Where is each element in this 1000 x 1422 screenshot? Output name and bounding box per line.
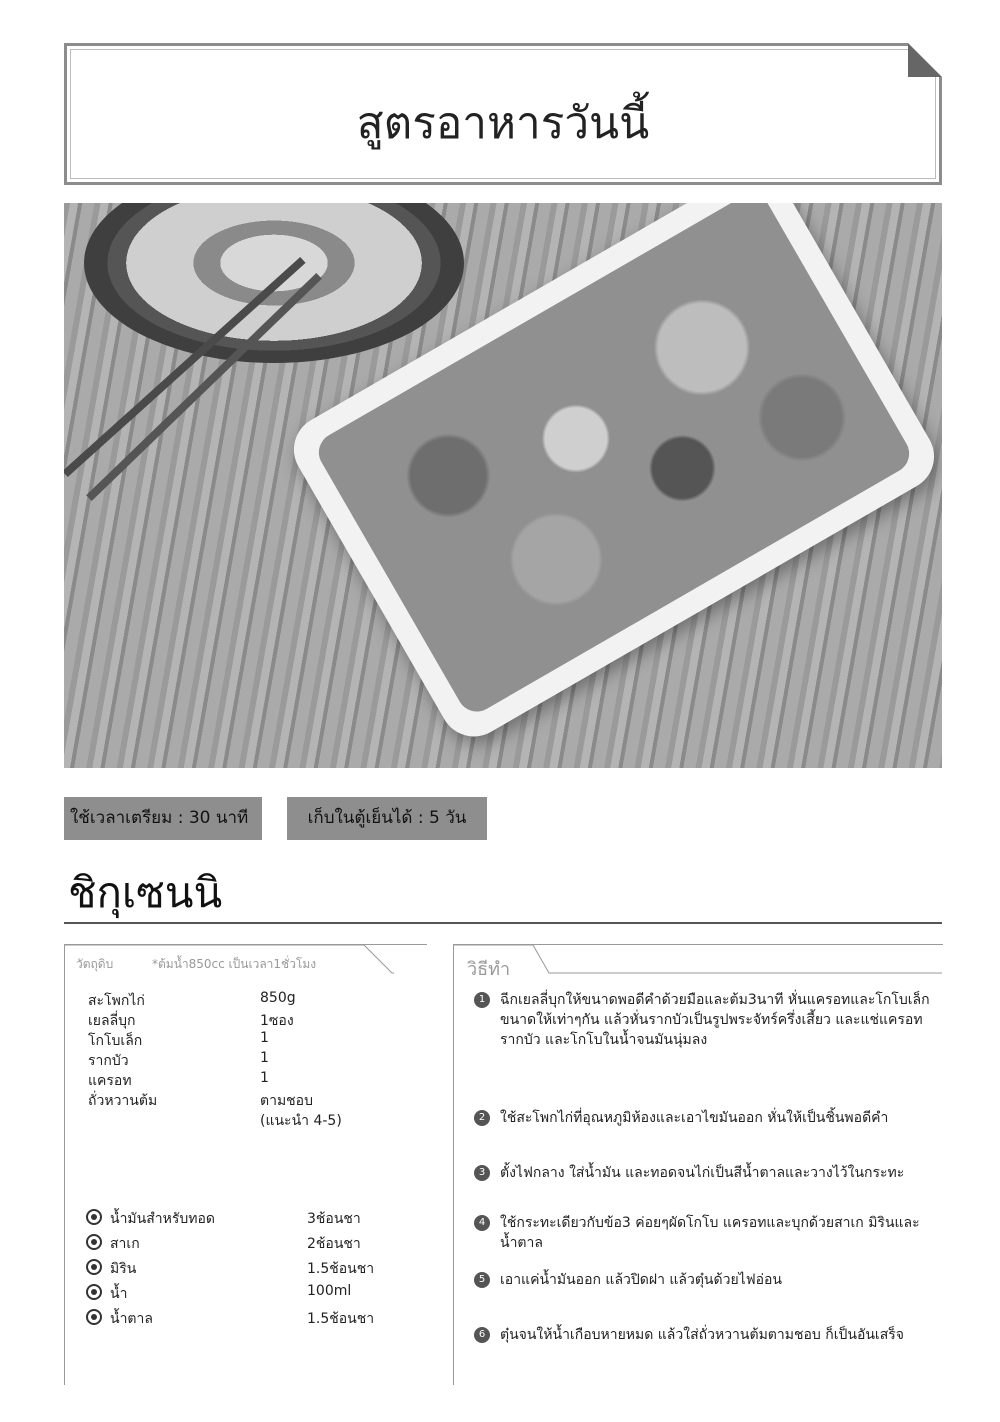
seasoning-item — [86, 1233, 140, 1255]
ingredient-name: สะโพกไก่ — [88, 993, 145, 1009]
seasoning-name: น้ำตาล — [110, 1311, 153, 1327]
folded-corner — [908, 43, 942, 77]
bullet-icon — [86, 1309, 102, 1325]
step-text: ใช้กระทะเดียวกับข้อ3 ค่อยๆผัดโกโบ แครอทและบุกด้วยสาเก มิรินและน้ำตาล — [500, 1215, 920, 1251]
step-text: ตุ๋นจนให้น้ำเกือบหายหมด แล้วใส่ถั่วหวานต้มตามชอบ ก็เป็นอันเสร็จ — [500, 1327, 904, 1343]
step-number-icon: 4 — [474, 1215, 490, 1231]
ingredient-qty: ตามชอบ — [260, 1093, 313, 1109]
method-step — [474, 1108, 944, 1128]
fridge-life-badge: เก็บในตู้เย็นได้ : 5 วัน — [287, 797, 487, 840]
seasoning-name: น้ำมันสำหรับทอด — [110, 1211, 215, 1227]
step-text: เอาแค่น้ำมันออก แล้วปิดฝา แล้วตุ๋นด้วยไฟอ่อน — [500, 1272, 782, 1288]
seasoning-qty: 3ช้อนชา — [307, 1211, 361, 1227]
step-text: ตั้งไฟกลาง ใส่น้ำมัน และทอดจนไก่เป็นสีน้ำตาลและวางไว้ในกระทะ — [500, 1165, 905, 1181]
seasoning-qty: 100ml — [307, 1283, 352, 1299]
ingredient-qty: 1ซอง — [260, 1013, 294, 1029]
dish-photo — [64, 203, 942, 768]
seasoning-qty: 1.5ช้อนชา — [307, 1261, 375, 1277]
ingredient-qty: 1 — [260, 1070, 269, 1086]
ingredients-tab-label: วัตถุดิบ — [76, 957, 114, 971]
ingredient-name: แครอท — [88, 1073, 132, 1089]
seasoning-name: สาเก — [110, 1236, 140, 1252]
step-number-icon: 3 — [474, 1165, 490, 1181]
step-number-icon: 1 — [474, 992, 490, 1008]
ingredient-name: ถั่วหวานต้ม — [88, 1093, 158, 1109]
ingredient-name: โกโบเล็ก — [88, 1033, 143, 1049]
title-card — [64, 43, 942, 185]
method-step — [474, 1325, 944, 1345]
method-step — [474, 1270, 944, 1290]
seasoning-item — [86, 1208, 215, 1230]
step-text: ฉีกเยลลี่บุกให้ขนาดพอดีคำด้วยมือและต้ม3นาที หั่นแครอทและโกโบเล็กขนาดให้เท่าๆกัน แล้วหั่นรากบัวเป็นรูปพระจัทร์ครึ่งเสี้ยว และแช่แครอท รากบัว และโกโบในน้ำจนมันนุ่มลง — [500, 992, 930, 1048]
seasoning-name: น้ำ — [110, 1286, 128, 1302]
prep-time-badge: ใช้เวลาเตรียม : 30 นาที — [64, 797, 262, 840]
ingredient-note: (แนะนำ 4-5) — [260, 1113, 342, 1129]
ingredient-qty: 850g — [260, 990, 296, 1006]
bullet-icon — [86, 1259, 102, 1275]
bullet-icon — [86, 1234, 102, 1250]
seasoning-qty: 1.5ช้อนชา — [307, 1311, 375, 1327]
method-step — [474, 990, 944, 1050]
method-tab — [453, 944, 942, 974]
ingredient-name: เยลลี่บุก — [88, 1013, 136, 1029]
ingredient-qty: 1 — [260, 1050, 269, 1066]
seasoning-qty: 2ช้อนชา — [307, 1236, 361, 1252]
step-number-icon: 6 — [474, 1327, 490, 1343]
step-text: ใช้สะโพกไก่ที่อุณหภูมิห้องและเอาไขมันออก หั่นให้เป็นชิ้นพอดีคำ — [500, 1110, 889, 1126]
page-title: สูตรอาหารวันนี้ — [356, 98, 650, 149]
divider — [64, 922, 942, 924]
step-number-icon: 5 — [474, 1272, 490, 1288]
seasoning-name: มิริน — [110, 1261, 137, 1277]
bullet-icon — [86, 1209, 102, 1225]
ingredients-tab-note: *ต้มน้ำ850cc เป็นเวลา1ชั่วโมง — [152, 957, 317, 971]
ingredient-name: รากบัว — [88, 1053, 129, 1069]
seasoning-item — [86, 1258, 136, 1280]
ingredient-qty: 1 — [260, 1030, 269, 1046]
bullet-icon — [86, 1284, 102, 1300]
method-step — [474, 1163, 944, 1183]
step-number-icon: 2 — [474, 1110, 490, 1126]
seasoning-item — [86, 1308, 153, 1330]
dish-name: ชิกุเซนนิ — [68, 868, 223, 917]
method-tab-label: วิธีทำ — [467, 959, 511, 980]
method-step — [474, 1213, 944, 1253]
seasoning-item — [86, 1283, 127, 1305]
